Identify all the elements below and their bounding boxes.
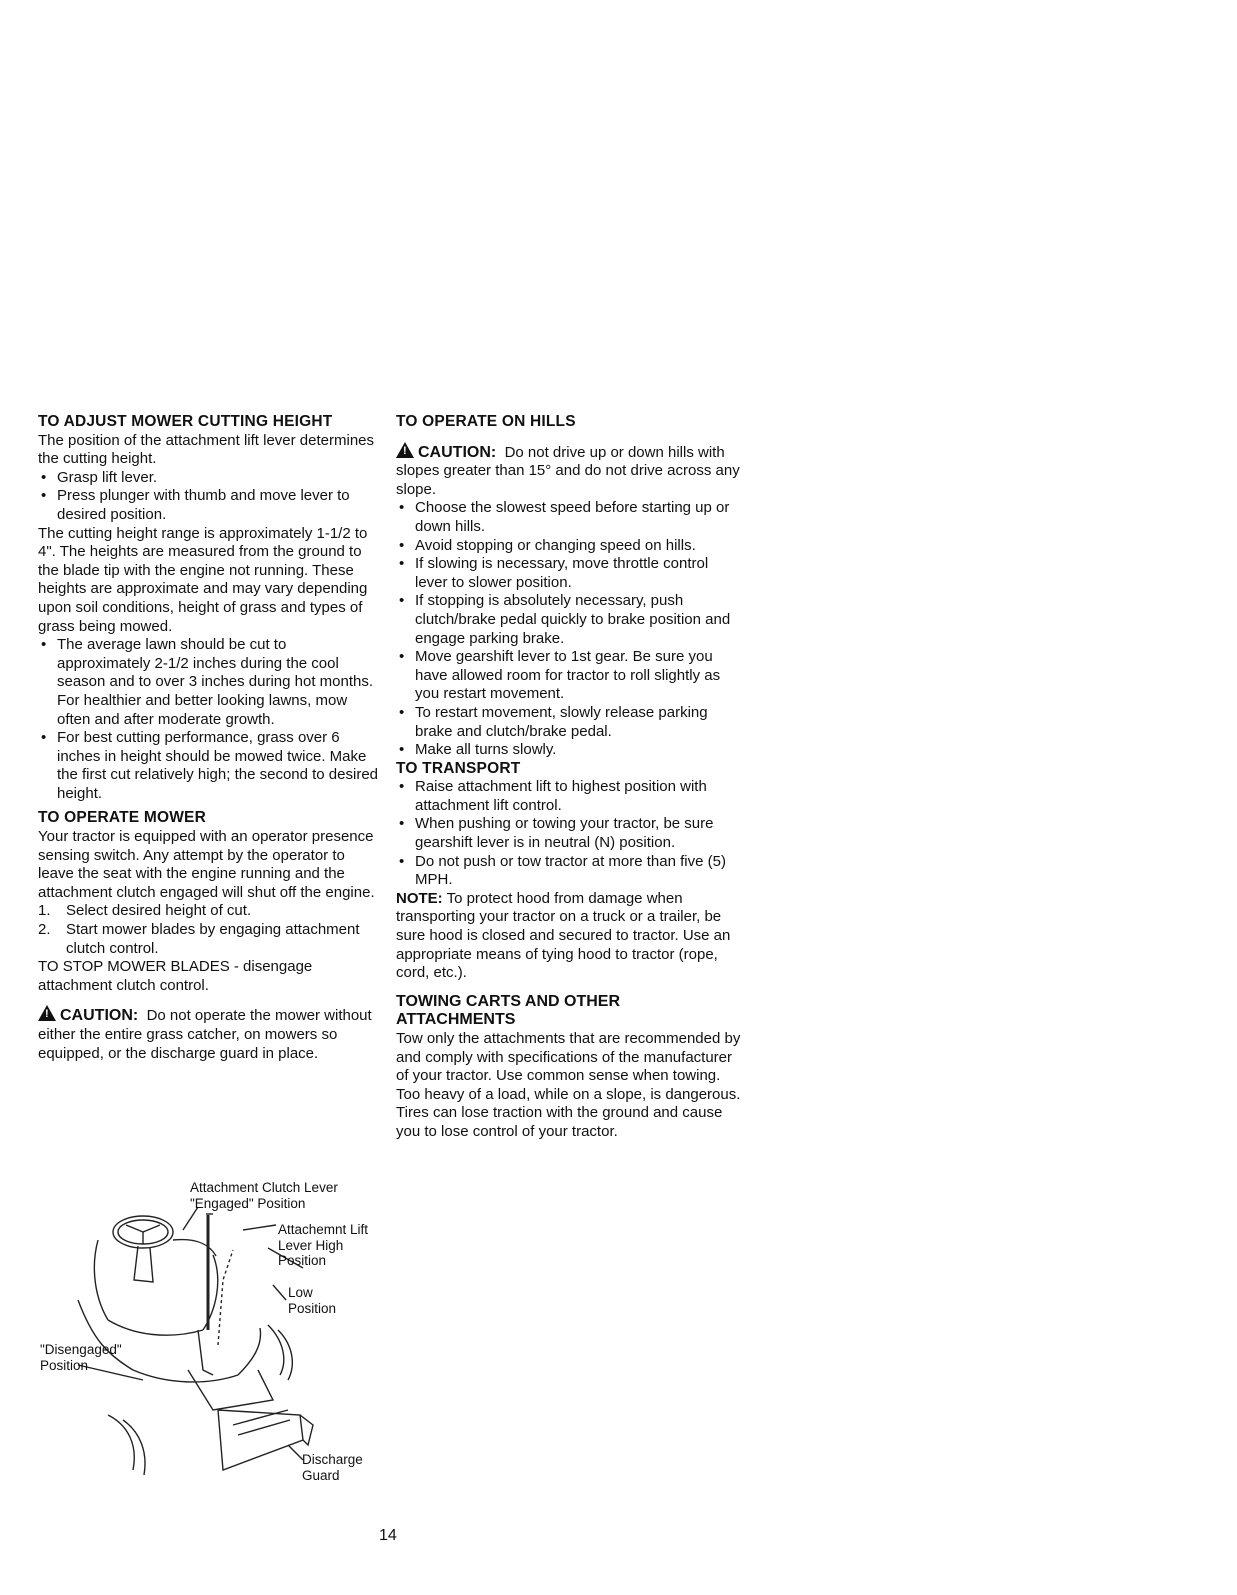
page-number: 14 — [379, 1527, 397, 1544]
caution-label: CAUTION: — [60, 1007, 139, 1025]
operate-step: 1. Select desired height of cut. — [38, 902, 252, 920]
towing-heading: TOWING CARTS AND OTHER ATTACHMENTS — [396, 992, 620, 1029]
stop-blades-text: TO STOP MOWER BLADES - disengage attachment clutch control. — [38, 958, 313, 994]
discharge-guard-label: Discharge Guard — [302, 1452, 363, 1483]
right-column — [396, 413, 741, 1142]
hills-heading: TO OPERATE ON HILLS — [396, 413, 576, 430]
low-position-label: Low Position — [288, 1285, 337, 1316]
adjust-step: • Press plunger with thumb and move lever to desired position. — [38, 487, 383, 524]
warning-icon — [396, 442, 414, 458]
transport-tips — [396, 778, 741, 890]
hills-tip: • If stopping is absolutely necessary, push clutch/brake pedal quickly to brake position and engage parking brake. — [396, 592, 741, 648]
left-column — [38, 413, 383, 1063]
mowing-tip: • For best cutting performance, grass over 6 inches in height should be mowed twice. Make the first cut relatively high; the second to desired height. — [38, 729, 383, 803]
towing-text: Tow only the attachments that are recommended by and comply with specifications of the manufacturer of your tractor. Use common sense when towing. Too heavy of a load, while on a slope, is dangerous. Tires can lose traction with the ground and cause you to lose control of your tractor. — [396, 1030, 741, 1140]
caution-label: CAUTION: — [418, 443, 497, 461]
clutch-lever-label: Attachment Clutch Lever "Engaged" Position — [190, 1180, 338, 1211]
adjust-intro: The position of the attachment lift lever determines the cutting height. — [38, 431, 375, 468]
operate-text: Your tractor is equipped with an operator presence sensing switch. Any attempt by the operator to leave the seat with the engine running and the attachment clutch engaged will shut off the engine. — [38, 828, 375, 901]
adjust-steps — [38, 469, 383, 525]
mowing-tips — [38, 636, 383, 803]
operate-steps — [38, 902, 383, 958]
hills-tip: • If slowing is necessary, move throttle control lever to slower position. — [396, 555, 741, 592]
transport-tip: • When pushing or towing your tractor, be sure gearshift lever is in neutral (N) position. — [396, 815, 741, 852]
hills-tip: • Choose the slowest speed before starting up or down hills. — [396, 499, 741, 536]
tractor-illustration — [38, 1170, 383, 1500]
hills-caution — [396, 442, 741, 500]
hills-tip: • Avoid stopping or changing speed on hills. — [396, 537, 741, 556]
note-label: NOTE: — [396, 889, 443, 907]
disengaged-label: "Disengaged" Position — [40, 1342, 122, 1373]
operate-step: 2. Start mower blades by engaging attachment clutch control. — [38, 921, 360, 957]
mower-caution — [38, 1005, 383, 1063]
transport-heading: TO TRANSPORT — [396, 759, 521, 777]
lift-lever-label: Attachemnt Lift Lever High Position — [278, 1222, 369, 1268]
transport-tip: • Do not push or tow tractor at more than five (5) MPH. — [396, 853, 741, 890]
adjust-heading: TO ADJUST MOWER CUTTING HEIGHT — [38, 413, 333, 430]
hills-tip: • Move gearshift lever to 1st gear. Be sure you have allowed room for tractor to roll slightly as you restart movement. — [396, 648, 741, 704]
operate-heading: TO OPERATE MOWER — [38, 809, 206, 827]
hills-tips — [396, 499, 741, 759]
transport-tip: • Raise attachment lift to highest position with attachment lift control. — [396, 778, 741, 815]
warning-icon — [38, 1005, 56, 1021]
cutting-range-text: The cutting height range is approximately 1-1/2 to 4". The heights are measured from the ground to the blade tip with the engine not running. These heights are approximate and may vary depending upon soil conditions, height of grass and types of grass being mowed. — [38, 524, 368, 635]
mowing-tip: • The average lawn should be cut to approximately 2-1/2 inches during the cool season and to over 3 inches during hot months. For healthier and better looking lawns, mow often and after moderate growth. — [38, 636, 383, 729]
mower-lever-diagram — [38, 1170, 383, 1500]
caution-text: Do not drive up or down hills with slopes greater than 15° and do not drive across any slope. — [396, 443, 740, 498]
hills-tip: • Make all turns slowly. — [396, 741, 741, 760]
note-text: To protect hood from damage when transporting your tractor on a truck or a trailer, be sure hood is closed and secured to tractor. Use an appropriate means of tying hood to tractor (rope, cord, etc.). — [396, 889, 731, 982]
transport-note — [396, 890, 741, 983]
adjust-step: • Grasp lift lever. — [38, 469, 383, 488]
caution-text: Do not operate the mower without either the entire grass catcher, on mowers so equipped, or the discharge guard in place. — [38, 1007, 372, 1062]
hills-tip: • To restart movement, slowly release parking brake and clutch/brake pedal. — [396, 704, 741, 741]
